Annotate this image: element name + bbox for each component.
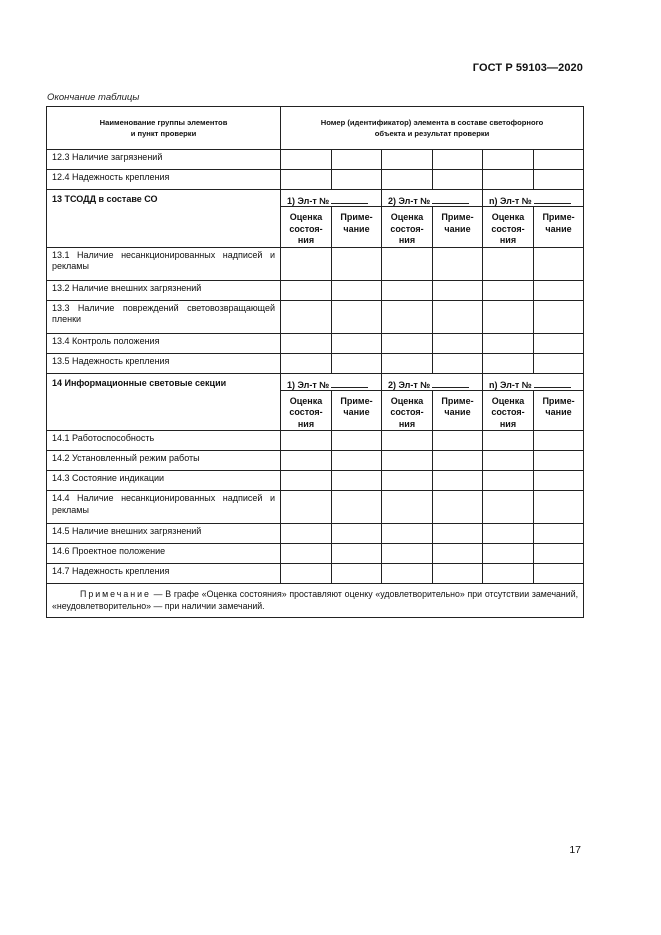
table-continuation-caption: Окончание таблицы <box>47 92 140 103</box>
state-assessment-header: Оценка состоя- ния <box>281 207 332 248</box>
remark-header: Приме- чание <box>534 390 584 431</box>
table-row <box>47 170 584 190</box>
check-item-label: 12.3 Наличие загрязнений <box>47 150 281 170</box>
table-row <box>47 150 584 170</box>
table-note <box>47 584 584 618</box>
table-header-row <box>47 107 584 150</box>
state-assessment-header: Оценка состоя- ния <box>382 390 433 431</box>
remark-header: Приме- чание <box>433 390 483 431</box>
table-row <box>47 564 584 584</box>
check-item-label: 14.3 Состояние индикации <box>47 471 281 491</box>
check-item-label: 13.5 Надежность крепления <box>47 353 281 373</box>
inspection-table <box>46 106 584 618</box>
section-header-row <box>47 190 584 207</box>
check-item-label: 14.6 Проектное положение <box>47 544 281 564</box>
table-row <box>47 524 584 544</box>
note-label: Примечание <box>80 589 151 599</box>
state-assessment-header: Оценка состоя- ния <box>483 390 534 431</box>
table-row <box>47 280 584 300</box>
note-text: — В графе «Оценка состояния» проставляют оценку «удовлетворительно» при отсутствии замечаний, «неудовлетворительно» — при наличии замечаний. <box>52 589 579 611</box>
col-header-element: Номер (идентификатор) элемента в составе светофорного объекта и результат проверки <box>281 107 584 150</box>
check-item-label: 13.3 Наличие повреждений световозвращающей пленки <box>47 300 281 333</box>
check-item-label: 14.4 Наличие несанкционированных надписей и рекламы <box>47 491 281 524</box>
element-number-1: 1) Эл-т № <box>281 190 382 207</box>
remark-header: Приме- чание <box>332 207 382 248</box>
check-item-label: 14.7 Надежность крепления <box>47 564 281 584</box>
remark-header: Приме- чание <box>433 207 483 248</box>
table-row <box>47 333 584 353</box>
table-row <box>47 353 584 373</box>
page-number: 17 <box>569 844 581 856</box>
table-row <box>47 300 584 333</box>
check-item-label: 13.2 Наличие внешних загрязнений <box>47 280 281 300</box>
remark-header: Приме- чание <box>332 390 382 431</box>
table-row <box>47 491 584 524</box>
check-item-label: 14.2 Установленный режим работы <box>47 451 281 471</box>
table-row <box>47 247 584 280</box>
check-item-label: 14.1 Работоспособность <box>47 431 281 451</box>
check-item-label: 14.5 Наличие внешних загрязнений <box>47 524 281 544</box>
check-item-label: 13.4 Контроль положения <box>47 333 281 353</box>
check-item-label: 13.1 Наличие несанкционированных надписей и рекламы <box>47 247 281 280</box>
section-header-row <box>47 373 584 390</box>
state-assessment-header: Оценка состоя- ния <box>281 390 332 431</box>
section-title: 14 Информационные световые секции <box>47 373 281 431</box>
state-assessment-header: Оценка состоя- ния <box>382 207 433 248</box>
element-number-1: 1) Эл-т № <box>281 373 382 390</box>
state-assessment-header: Оценка состоя- ния <box>483 207 534 248</box>
element-number-2: 2) Эл-т № <box>382 190 483 207</box>
element-number-n: n) Эл-т № <box>483 373 584 390</box>
col-header-group: Наименование группы элементов и пункт проверки <box>47 107 281 150</box>
element-number-2: 2) Эл-т № <box>382 373 483 390</box>
element-number-n: n) Эл-т № <box>483 190 584 207</box>
check-item-label: 12.4 Надежность крепления <box>47 170 281 190</box>
note-row <box>47 584 584 618</box>
table-row <box>47 544 584 564</box>
section-title: 13 ТСОДД в составе СО <box>47 190 281 248</box>
table-row <box>47 431 584 451</box>
table-row <box>47 471 584 491</box>
document-code: ГОСТ Р 59103—2020 <box>472 62 583 74</box>
remark-header: Приме- чание <box>534 207 584 248</box>
table-row <box>47 451 584 471</box>
